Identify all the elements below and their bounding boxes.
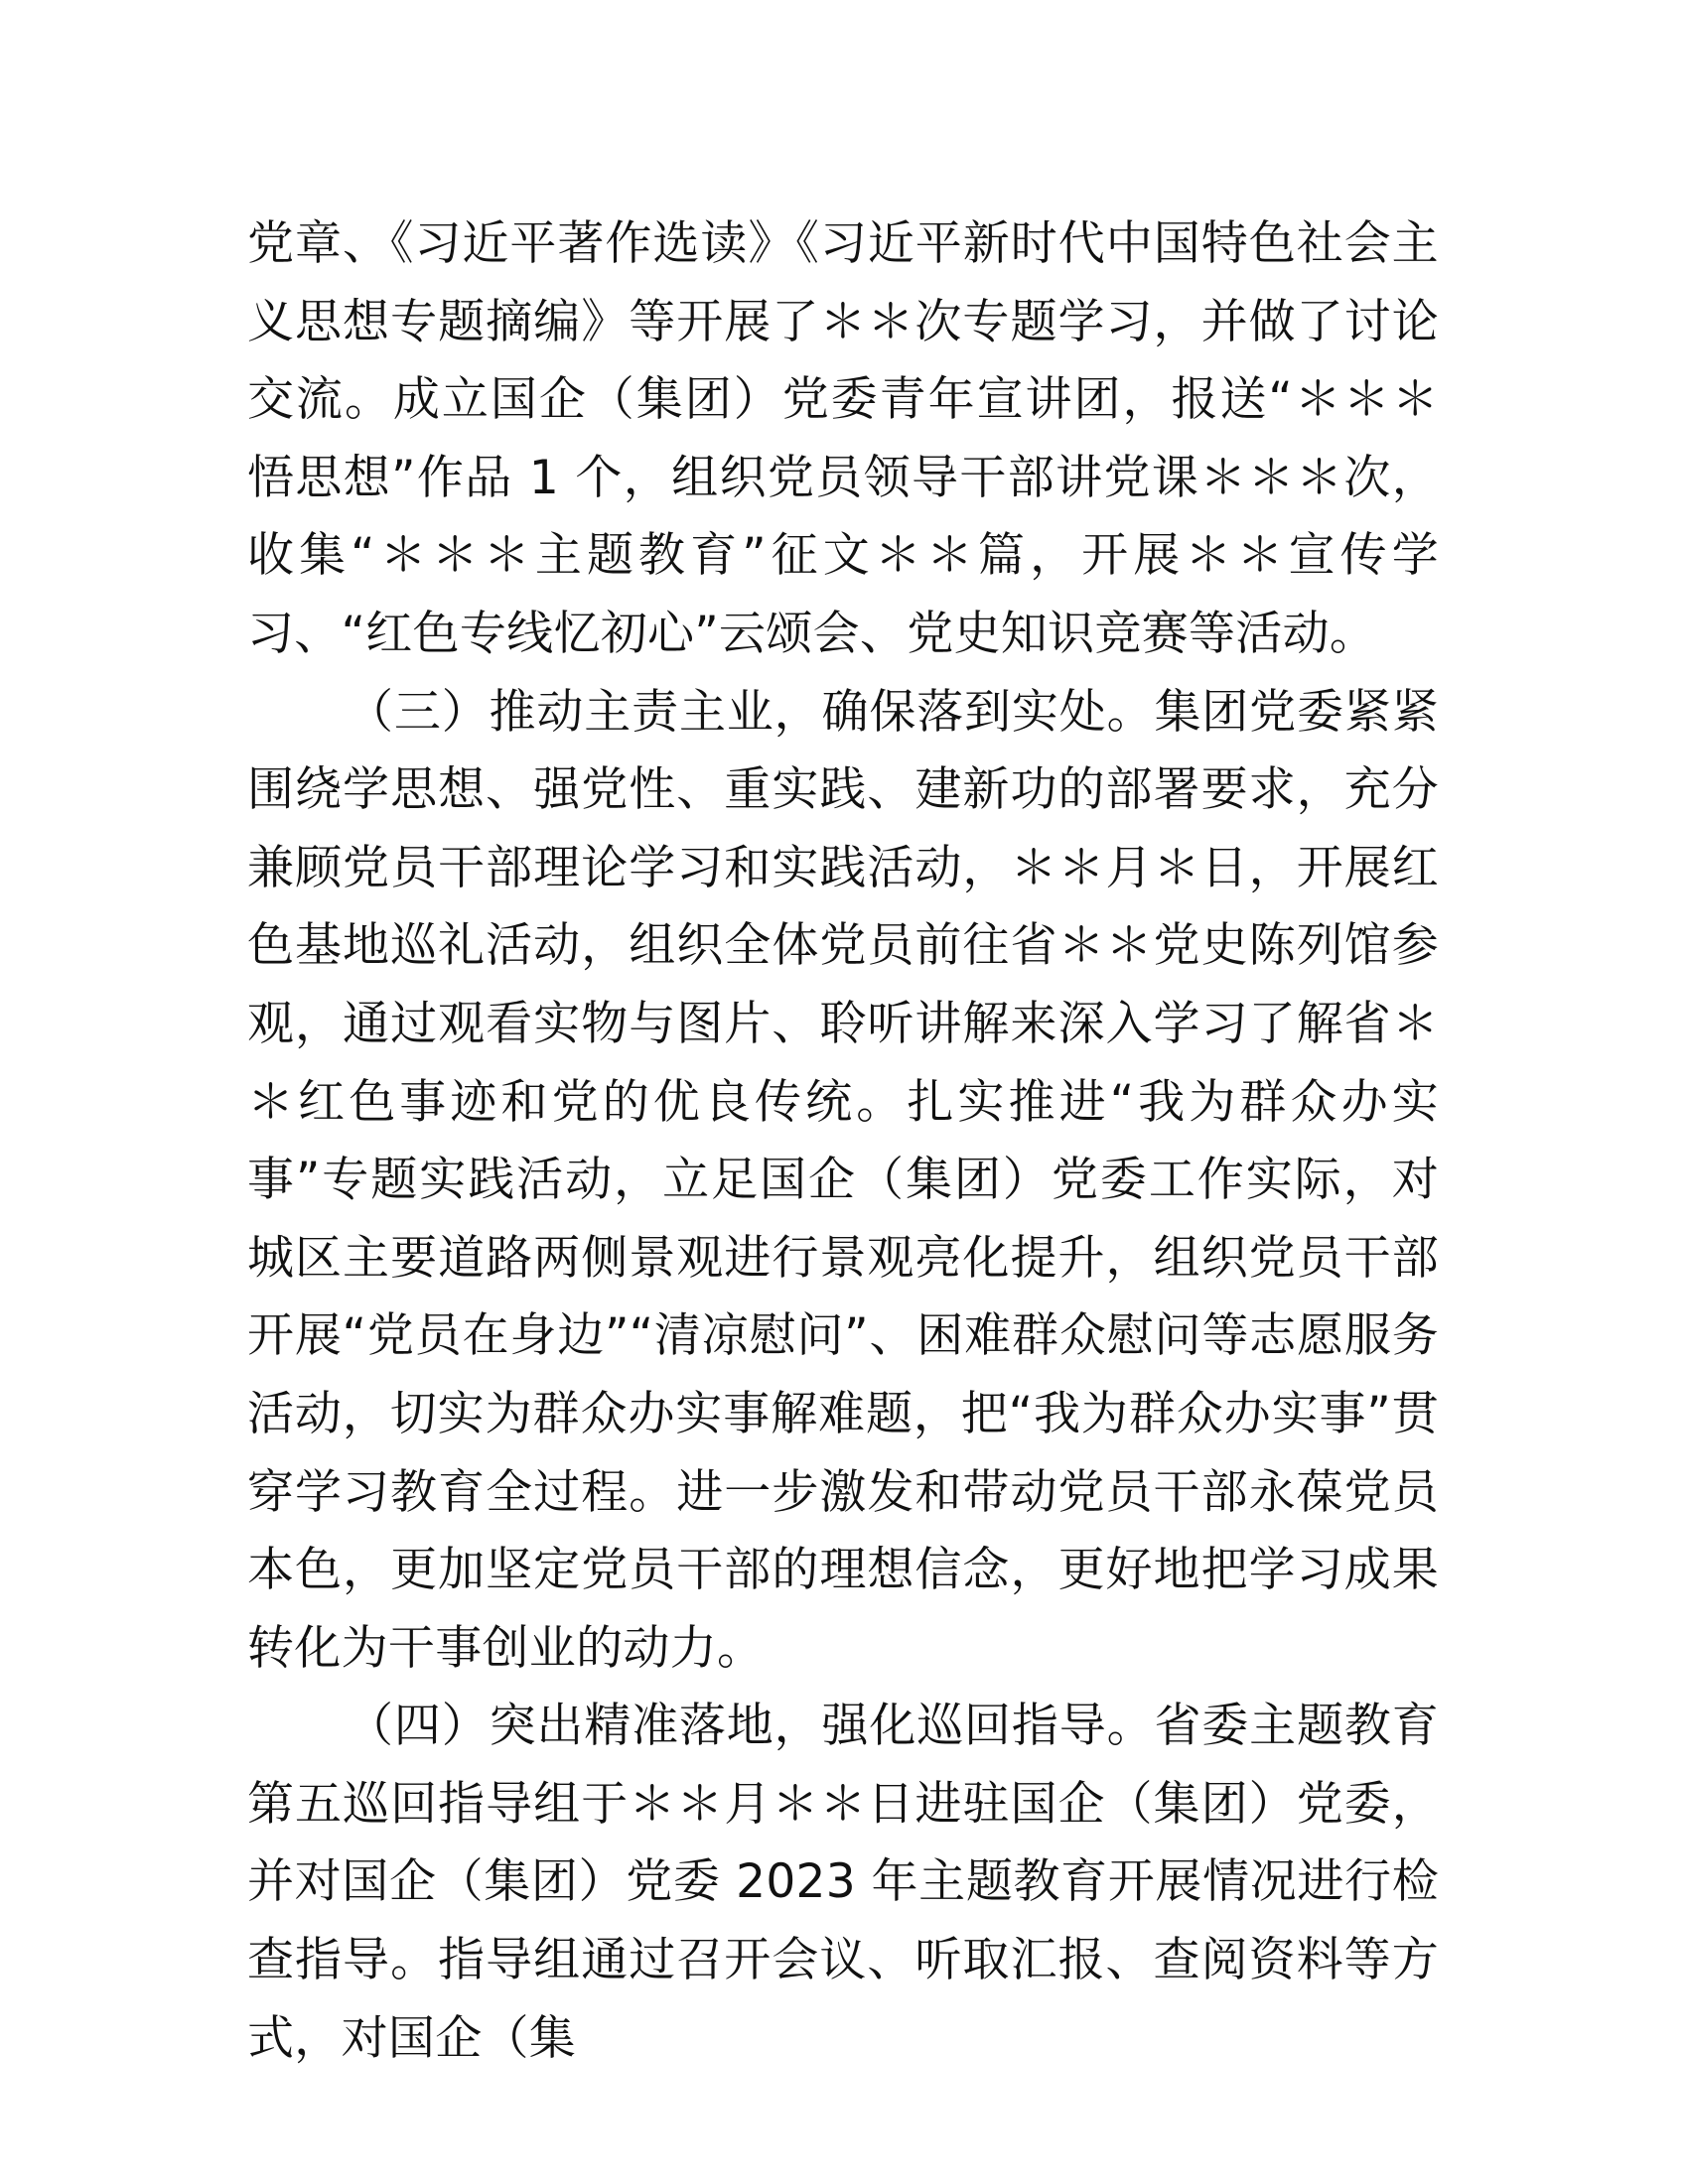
paragraph-2: （三）推动主责主业，确保落到实处。集团党委紧紧围绕学思想、强党性、重实践、建新功的部署要求，充分兼顾党员干部理论学习和实践活动，＊＊月＊日，开展红色基地巡礼活动，组织全体党员前往省＊＊党史陈列馆参观，通过观看实物与图片、聆听讲解来深入学习了解省＊＊红色事迹和党的优良传统。扎实推进“我为群众办实事”专题实践活动，立足国企（集团）党委工作实际，对城区主要道路两侧景观进行景观亮化提升，组织党员干部开展“党员在身边”“清凉慰问”、困难群众慰问等志愿服务活动，切实为群众办实事解难题，把“我为群众办实事”贯穿学习教育全过程。进一步激发和带动党员干部永葆党员本色，更加坚定党员干部的理想信念，更好地把学习成果转化为干事创业的动力。 (247, 684, 1439, 1676)
paragraph-1: 党章、《习近平著作选读》《习近平新时代中国特色社会主义思想专题摘编》等开展了＊＊次专题学习，并做了讨论交流。成立国企（集团）党委青年宣讲团，报送“＊＊＊悟思想”作品 1 个，组织党员领导干部讲党课＊＊＊次，收集“＊＊＊主题教育”征文＊＊篇，开展＊＊宣传学习、“红色专线忆初心”云颂会、党史知识竞赛等活动。 (247, 216, 1439, 661)
body-text (247, 205, 1439, 2078)
paragraph-3: （四）突出精准落地，强化巡回指导。省委主题教育第五巡回指导组于＊＊月＊＊日进驻国企（集团）党委，并对国企（集团）党委 2023 年主题教育开展情况进行检查指导。指导组通过召开会议、听取汇报、查阅资料等方式，对国企（集 (247, 1699, 1439, 2066)
